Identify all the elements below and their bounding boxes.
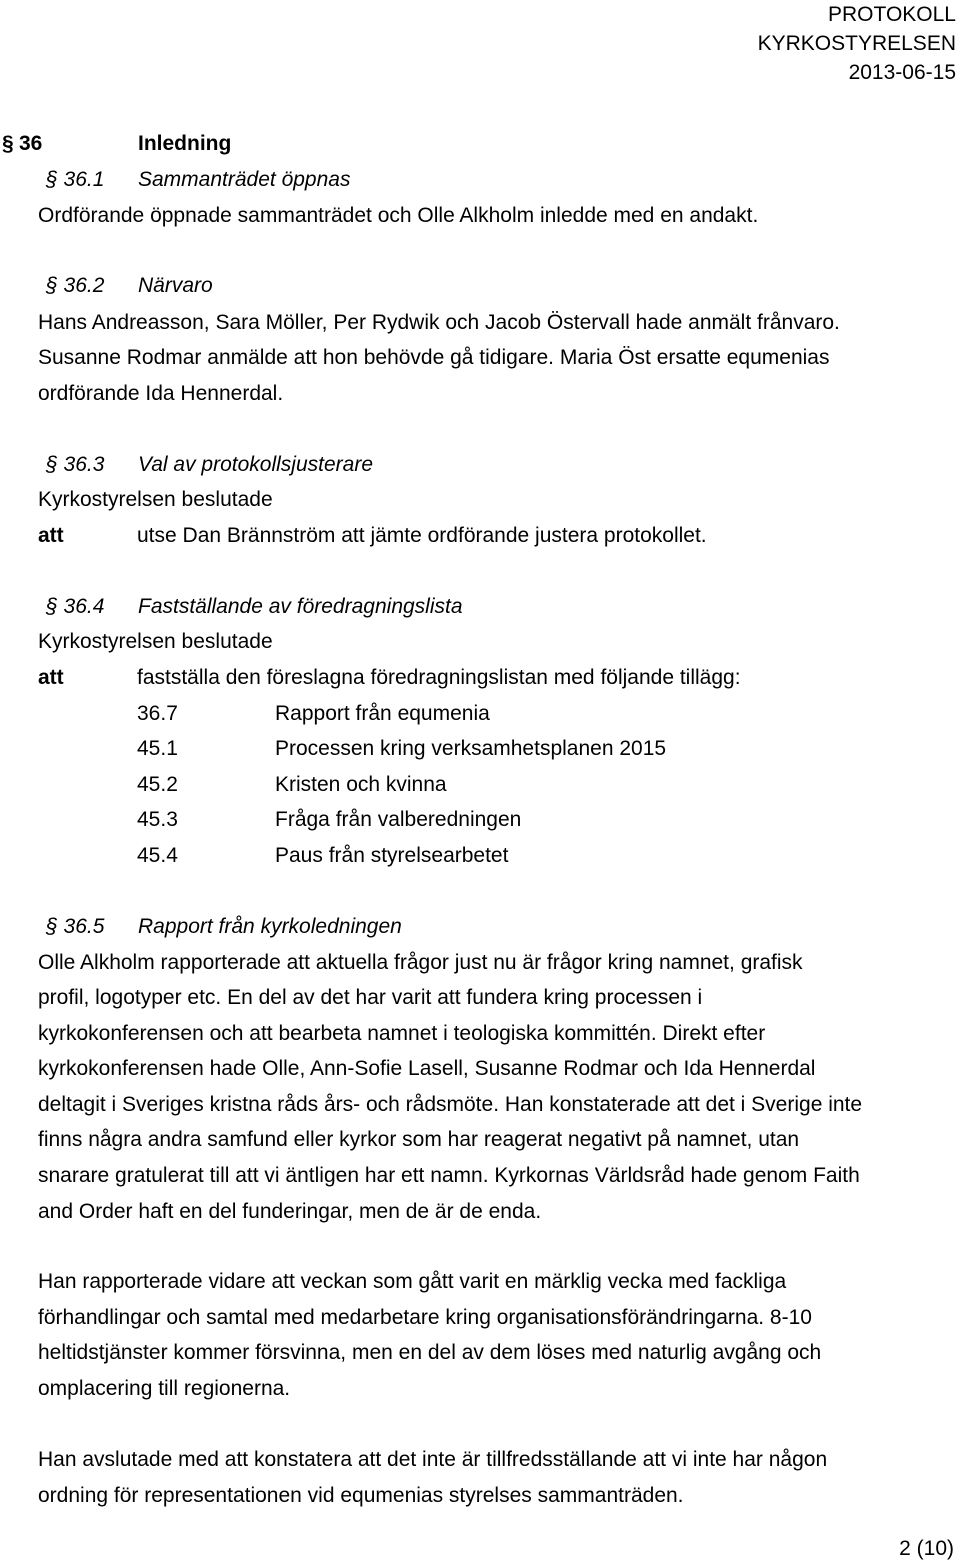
att-label: att [38, 666, 64, 689]
agenda-item-number: 45.3 [137, 808, 178, 831]
section-36-5-number [46, 915, 104, 939]
agenda-item-text: Kristen och kvinna [275, 773, 447, 796]
agenda-item-number: 45.4 [137, 844, 178, 867]
report-line: finns några andra samfund eller kyrkor som har reagerat negativt på namnet, utan [38, 1128, 800, 1151]
header-protokoll: PROTOKOLL [828, 3, 956, 26]
report-line: förhandlingar och samtal med medarbetare kring organisationsförändringarna. 8-10 [38, 1306, 812, 1329]
decision-intro: Kyrkostyrelsen beslutade [38, 630, 273, 653]
section-title: Val av protokollsjusterare [138, 453, 373, 476]
agenda-item-number: 45.2 [137, 773, 178, 796]
section-title: Fastställande av föredragningslista [138, 595, 463, 618]
decision-text: fastställa den föreslagna föredragningslistan med följande tillägg: [137, 666, 741, 689]
section-title: Sammanträdet öppnas [138, 168, 351, 191]
section-sign: § [46, 595, 58, 618]
section-number: 36 [19, 132, 43, 155]
document-header [758, 0, 956, 87]
agenda-item-text: Fråga från valberedningen [275, 808, 522, 831]
report-line: Olle Alkholm rapporterade att aktuella frågor just nu är frågor kring namnet, grafisk [38, 951, 803, 974]
section-number: 36.3 [63, 453, 105, 476]
report-line: ordning för representationen vid equmenias styrelses sammanträden. [38, 1484, 684, 1507]
section-number: 36.2 [63, 274, 105, 297]
report-line: profil, logotyper etc. En del av det har varit att fundera kring processen i [38, 986, 703, 1009]
section-sign: § [46, 453, 58, 476]
section-36-2-number [46, 274, 104, 298]
page-number: 2 (10) [899, 1537, 954, 1560]
agenda-item-number: 36.7 [137, 702, 178, 725]
report-line: kyrkokonferensen hade Olle, Ann-Sofie Lasell, Susanne Rodmar och Ida Hennerdal [38, 1057, 816, 1080]
section-title: Rapport från kyrkoledningen [138, 915, 402, 938]
agenda-item-number: 45.1 [137, 737, 178, 760]
agenda-item-text: Paus från styrelsearbetet [275, 844, 509, 867]
report-line: and Order haft en del funderingar, men de är de enda. [38, 1200, 542, 1223]
section-title: Närvaro [138, 274, 213, 297]
section-number: 36.1 [63, 168, 105, 191]
agenda-item-text: Rapport från equmenia [275, 702, 490, 725]
section-sign: § [46, 274, 58, 297]
header-organisation: KYRKOSTYRELSEN [757, 32, 956, 55]
section-title: Inledning [138, 132, 232, 155]
attendance-line: Hans Andreasson, Sara Möller, Per Rydwik och Jacob Östervall hade anmält frånvaro. [38, 311, 840, 334]
attendance-line: Susanne Rodmar anmälde att hon behövde gå tidigare. Maria Öst ersatte equmenias [38, 346, 830, 369]
section-sign: § [2, 132, 14, 155]
report-line: Han rapporterade vidare att veckan som gått varit en märklig vecka med fackliga [38, 1270, 787, 1293]
section-sign: § [46, 915, 58, 938]
report-line: omplacering till regionerna. [38, 1377, 291, 1400]
section-number: 36.4 [63, 595, 105, 618]
decision-intro: Kyrkostyrelsen beslutade [38, 488, 273, 511]
header-date: 2013-06-15 [848, 61, 956, 84]
report-line: snarare gratulerat till att vi äntligen har ett namn. Kyrkornas Världsråd hade genom Faith [38, 1164, 860, 1187]
report-line: kyrkokonferensen och att bearbeta namnet i teologiska kommittén. Direkt efter [38, 1022, 766, 1045]
decision-text: utse Dan Brännström att jämte ordförande justera protokollet. [137, 524, 707, 547]
agenda-item-text: Processen kring verksamhetsplanen 2015 [275, 737, 667, 760]
section-number: 36.5 [63, 915, 105, 938]
att-label: att [38, 524, 64, 547]
section-sign: § [46, 168, 58, 191]
section-36-3-number [46, 453, 104, 477]
section-36-4-number [46, 595, 104, 619]
section-36-1-number [46, 168, 104, 192]
report-line: heltidstjänster kommer försvinna, men en del av dem löses med naturlig avgång och [38, 1341, 822, 1364]
report-line: Han avslutade med att konstatera att det inte är tillfredsställande att vi inte har någon [38, 1448, 828, 1471]
section-36-1-text: Ordförande öppnade sammanträdet och Olle Alkholm inledde med en andakt. [38, 204, 759, 227]
report-line: deltagit i Sveriges kristna råds års- och rådsmöte. Han konstaterade att det i Sverige inte [38, 1093, 863, 1116]
attendance-line: ordförande Ida Hennerdal. [38, 382, 284, 405]
